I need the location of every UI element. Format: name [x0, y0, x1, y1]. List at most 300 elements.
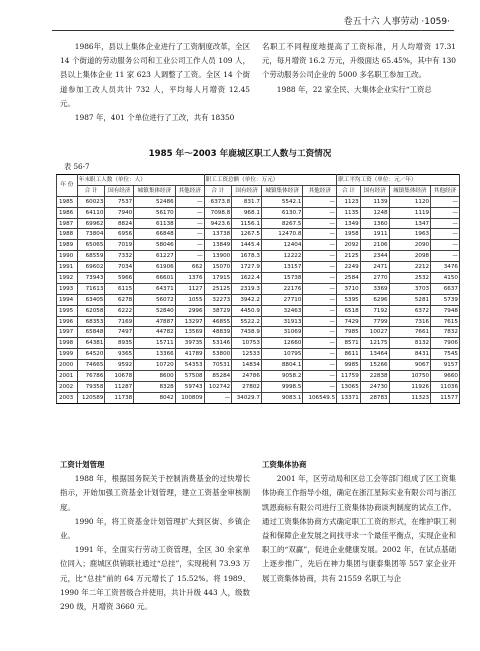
paragraph: 1988 年，22 家全民、大集体企业实行“工资总	[276, 84, 432, 94]
table-cell: 11287	[105, 381, 134, 392]
table-cell: 59743	[175, 381, 204, 392]
table-cell: 60023	[77, 196, 105, 207]
table-cell: 7948	[431, 305, 460, 316]
table-cell: 85284	[204, 371, 232, 382]
table-cell: 1347	[389, 218, 431, 229]
table-row	[57, 283, 460, 294]
table-cell: 6115	[105, 283, 134, 294]
col-header: 其他经济	[175, 185, 204, 196]
year-cell: 2002	[57, 381, 78, 392]
table-cell: 5395	[337, 294, 361, 305]
table-cell: 10750	[389, 371, 431, 382]
table-cell: 2125	[337, 251, 361, 262]
table-cell: 9067	[389, 360, 431, 371]
table-cell: 24786	[232, 371, 262, 382]
table-cell: 61138	[134, 218, 176, 229]
table-cell: —	[303, 316, 337, 327]
table-cell: 1349	[337, 218, 361, 229]
table-cell: 71613	[77, 283, 105, 294]
table-cell: 1958	[337, 229, 361, 240]
table-cell: 65065	[77, 240, 105, 251]
table-cell: 2106	[360, 240, 389, 251]
table-cell: 662	[175, 262, 204, 273]
section-heading: 工资计划管理	[60, 460, 105, 469]
table-row	[57, 316, 460, 327]
table-row	[57, 349, 460, 360]
table-cell: 47887	[134, 316, 176, 327]
table-row	[57, 381, 460, 392]
col-header: 城镇集体经济	[389, 185, 431, 196]
table-cell: 17915	[204, 273, 232, 284]
group-header-employees: 年末职工人数（单位：人）	[77, 175, 204, 186]
table-cell: —	[431, 218, 460, 229]
col-header: 其他经济	[303, 185, 337, 196]
table-cell: —	[175, 207, 204, 218]
table-cell: 1445.4	[232, 240, 262, 251]
group-header-avg-wage: 职工平均工资（单位：元／年）	[337, 175, 460, 186]
col-header: 合 计	[77, 185, 105, 196]
table-cell: 79358	[77, 381, 105, 392]
table-row	[57, 229, 460, 240]
table-cell: —	[431, 207, 460, 218]
table-cell: 10678	[105, 371, 134, 382]
table-cell: 1678.3	[232, 251, 262, 262]
table-row	[57, 273, 460, 284]
table-cell: 7332	[105, 251, 134, 262]
table-cell: 2249	[337, 262, 361, 273]
table-cell: 11738	[105, 392, 134, 403]
paragraph: 1988 年，根据国务院关于控制消费基金的过快增长指示，开始加强工资基金计划管理，建立工资基金审核制度。	[60, 474, 250, 512]
table-cell: —	[175, 251, 204, 262]
table-cell: —	[303, 294, 337, 305]
table-cell: 2584	[337, 273, 361, 284]
table-cell: 9592	[105, 360, 134, 371]
table-cell: 53146	[204, 338, 232, 349]
year-cell: 1995	[57, 305, 78, 316]
table-cell: 13371	[337, 392, 361, 403]
table-cell: 12470.8	[261, 229, 303, 240]
table-cell: 7940	[105, 207, 134, 218]
table-cell: 13157	[261, 262, 303, 273]
table-cell: 100809	[175, 392, 204, 403]
table-cell: 24730	[360, 381, 389, 392]
table-cell: 8328	[134, 381, 176, 392]
table-cell: 68559	[77, 251, 105, 262]
table-cell: —	[303, 371, 337, 382]
table-cell: 7438.9	[232, 327, 262, 338]
table-cell: 831.7	[232, 196, 262, 207]
table-cell: 6518	[337, 305, 361, 316]
table-cell: 7169	[105, 316, 134, 327]
table-row	[57, 392, 460, 403]
table-cell: 2996	[175, 305, 204, 316]
year-cell: 1999	[57, 349, 78, 360]
wage-table	[56, 174, 460, 404]
table-cell: 13065	[337, 381, 361, 392]
table-cell: 11759	[337, 371, 361, 382]
year-cell: 1988	[57, 229, 78, 240]
table-cell: 57508	[175, 371, 204, 382]
table-cell: 9660	[431, 371, 460, 382]
table-cell: 2319.3	[232, 283, 262, 294]
table-cell: —	[303, 229, 337, 240]
table-cell: 8611	[337, 349, 361, 360]
table-cell: —	[303, 240, 337, 251]
top-right-column	[262, 40, 456, 97]
table-cell: 12533	[232, 349, 262, 360]
table-row	[57, 196, 460, 207]
table-cell: 7098.8	[204, 207, 232, 218]
table-cell: 11926	[389, 381, 431, 392]
table-cell: —	[431, 240, 460, 251]
table-row	[57, 294, 460, 305]
table-title: 1985 年～2003 年鹿城区职工人数与工资情况	[148, 149, 332, 159]
table-cell: 27710	[261, 294, 303, 305]
table-cell: —	[303, 305, 337, 316]
year-cell: 2000	[57, 360, 78, 371]
table-cell: 3703	[389, 283, 431, 294]
table-cell: 12222	[261, 251, 303, 262]
bottom-right-column	[262, 458, 456, 586]
table-cell: 34029.7	[232, 392, 262, 403]
table-cell: 4150	[431, 273, 460, 284]
table-cell: 8935	[105, 338, 134, 349]
section-heading: 工资集体协商	[262, 460, 307, 469]
group-header-wage-total: 职工工资总额（单位：万元）	[204, 175, 337, 186]
table-cell: 13849	[204, 240, 232, 251]
year-cell: 1990	[57, 251, 78, 262]
table-cell: 70531	[204, 360, 232, 371]
table-cell: 15070	[204, 262, 232, 273]
table-cell: 1963	[389, 229, 431, 240]
table-cell: 8431	[389, 349, 431, 360]
table-cell: 1622.4	[232, 273, 262, 284]
year-cell: 1985	[57, 196, 78, 207]
table-cell: 9365	[105, 349, 134, 360]
table-cell: 73804	[77, 229, 105, 240]
table-cell: 66601	[134, 273, 176, 284]
year-cell: 1989	[57, 240, 78, 251]
table-cell: —	[303, 360, 337, 371]
table-cell: 63405	[77, 294, 105, 305]
table-cell: 1119	[389, 207, 431, 218]
year-cell: 1996	[57, 316, 78, 327]
table-cell: 9058.2	[261, 371, 303, 382]
table-row	[57, 327, 460, 338]
table-cell: 10027	[360, 327, 389, 338]
table-cell: 1376	[175, 273, 204, 284]
table-cell: 41789	[175, 349, 204, 360]
table-cell: 44782	[134, 327, 176, 338]
table-cell: 12660	[261, 338, 303, 349]
table-cell: 8571	[337, 338, 361, 349]
table-cell: 2212	[389, 262, 431, 273]
table-cell: 62058	[77, 305, 105, 316]
table-cell: 31913	[261, 316, 303, 327]
table-cell: 11577	[431, 392, 460, 403]
table-cell: 25125	[204, 283, 232, 294]
table-cell: 8804.1	[261, 360, 303, 371]
table-cell: 6956	[105, 229, 134, 240]
table-cell: 7832	[431, 327, 460, 338]
table-cell: 8824	[105, 218, 134, 229]
table-row	[57, 262, 460, 273]
year-cell: 1987	[57, 218, 78, 229]
col-header: 合 计	[204, 185, 232, 196]
table-cell: 52486	[134, 196, 176, 207]
table-cell: 64381	[77, 338, 105, 349]
table-cell: 968.1	[232, 207, 262, 218]
table-cell: 13569	[175, 327, 204, 338]
table-cell: —	[303, 327, 337, 338]
table-cell: 120589	[77, 392, 105, 403]
table-cell: 74665	[77, 360, 105, 371]
table-cell: 58046	[134, 240, 176, 251]
year-cell: 1986	[57, 207, 78, 218]
header-rule	[52, 30, 454, 31]
table-cell: 5281	[389, 294, 431, 305]
table-cell: 8042	[134, 392, 176, 403]
table-cell: 64520	[77, 349, 105, 360]
year-cell: 1992	[57, 273, 78, 284]
table-cell: 11036	[431, 381, 460, 392]
table-cell: 54353	[175, 360, 204, 371]
table-cell: 12175	[360, 338, 389, 349]
table-cell: 5966	[105, 273, 134, 284]
table-cell: 10795	[261, 349, 303, 360]
table-cell: —	[303, 207, 337, 218]
table-cell: 27802	[232, 381, 262, 392]
table-cell: —	[431, 251, 460, 262]
table-cell: 13366	[134, 349, 176, 360]
paragraph: 名职工不同程度地提高了工资标准，月人均增资 17.31 元，每月增资 16.2 万元，升级面达 65.45%，其中有 130 个劳动服务公司企业的 5000 多名职工参加工改。	[262, 42, 456, 80]
table-cell: 7545	[431, 349, 460, 360]
table-cell: 39735	[175, 338, 204, 349]
table-cell: —	[431, 229, 460, 240]
table-cell: 13464	[360, 349, 389, 360]
table-cell: 1055	[175, 294, 204, 305]
table-cell: 22838	[360, 371, 389, 382]
table-cell: 1248	[360, 207, 389, 218]
table-cell: 1123	[337, 196, 361, 207]
table-cell: —	[303, 251, 337, 262]
table-cell: 102742	[204, 381, 232, 392]
table-cell: —	[175, 240, 204, 251]
table-cell: 9083.1	[261, 392, 303, 403]
table-cell: 13738	[204, 229, 232, 240]
table-cell: 28783	[360, 392, 389, 403]
table-cell: 5522.2	[232, 316, 262, 327]
table-cell: —	[175, 229, 204, 240]
table-row	[57, 371, 460, 382]
table-cell: 1135	[337, 207, 361, 218]
table-cell: 7429	[337, 316, 361, 327]
table-cell: 48839	[204, 327, 232, 338]
table-cell: 61906	[134, 262, 176, 273]
table-cell: 1139	[360, 196, 389, 207]
year-cell: 1993	[57, 283, 78, 294]
table-cell: 106549.5	[303, 392, 337, 403]
table-cell: 5739	[431, 294, 460, 305]
paragraph: 1991 年，全面实行劳动工资管理，全区 30 余家单位同入；鹿城区供销联社通过“总挂”，实现税利 73.93 万元，比“总挂”前的 64 万元增长了 15.52%。将 1989、1990 年二年工资晋级合并使用，共计升级 443 人，级数 290 级，月增资 3660 元。	[60, 545, 250, 612]
table-cell: 2098	[389, 251, 431, 262]
table-row	[57, 251, 460, 262]
table-cell: 15738	[261, 273, 303, 284]
table-cell: 4450.9	[232, 305, 262, 316]
table-cell: —	[303, 218, 337, 229]
table-cell: 8600	[134, 371, 176, 382]
table-cell: 8267.5	[261, 218, 303, 229]
table-cell: 12404	[261, 240, 303, 251]
table-cell: 2090	[389, 240, 431, 251]
table-cell: 6373.8	[204, 196, 232, 207]
table-cell: 38729	[204, 305, 232, 316]
table-cell: 53800	[204, 349, 232, 360]
col-header: 国有经济	[105, 185, 134, 196]
table-cell: 1127	[175, 283, 204, 294]
table-cell: 2092	[337, 240, 361, 251]
table-cell: 7192	[360, 305, 389, 316]
table-cell: 13900	[204, 251, 232, 262]
table-cell: 9157	[431, 360, 460, 371]
table-cell: 52840	[134, 305, 176, 316]
col-header: 合 计	[337, 185, 361, 196]
table-cell: 56170	[134, 207, 176, 218]
table-cell: 3476	[431, 262, 460, 273]
table-cell: —	[303, 196, 337, 207]
table-cell: 9985	[337, 360, 361, 371]
table-cell: 7034	[105, 262, 134, 273]
table-cell: 7661	[389, 327, 431, 338]
table-cell: —	[303, 338, 337, 349]
table-row	[57, 218, 460, 229]
table-cell: 64371	[134, 283, 176, 294]
col-header: 国有经济	[232, 185, 262, 196]
table-cell: 7615	[431, 316, 460, 327]
table-cell: 7799	[360, 316, 389, 327]
table-cell: 2532	[389, 273, 431, 284]
table-cell: 6278	[105, 294, 134, 305]
table-cell: —	[303, 283, 337, 294]
table-cell: 7985	[337, 327, 361, 338]
table-cell: 65848	[77, 327, 105, 338]
table-cell: 3710	[337, 283, 361, 294]
table-cell: 22176	[261, 283, 303, 294]
table-cell: —	[303, 273, 337, 284]
table-cell: 6130.7	[261, 207, 303, 218]
table-cell: 68353	[77, 316, 105, 327]
paragraph: 2001 年，区劳动局和区总工会等部门组成了区工资集体协商工作指导小组，确定在浙江星际实业有限公司与浙江凯恩商标有限公司进行工资集体协商谈判制度的试点工作。通过工资集体协商方式确定职工工资的形式，在维护职工利益和保障企业发展之间找寻求一个最佳平衡点，实现企业和职工的“双赢”，促进企业健康发展。2002 年，在试点基础上逐步推广，先后在神力集团与康泰集团等 557 家企业开展工资集体协商，共有 21559 名职工与企	[262, 474, 456, 583]
table-cell: 10720	[134, 360, 176, 371]
table-cell: 6372	[389, 305, 431, 316]
col-header: 其他经济	[431, 185, 460, 196]
year-header: 年 份	[57, 175, 78, 197]
table-cell: —	[303, 381, 337, 392]
table-cell: 73943	[77, 273, 105, 284]
table-cell: 5542.1	[261, 196, 303, 207]
table-cell: 64110	[77, 207, 105, 218]
table-cell: 76786	[77, 371, 105, 382]
table-cell: 7497	[105, 327, 134, 338]
table-number: 表 56-7	[64, 162, 90, 171]
table-cell: 14834	[232, 360, 262, 371]
col-header: 城镇集体经济	[261, 185, 303, 196]
table-cell: 1727.9	[232, 262, 262, 273]
table-cell: 69962	[77, 218, 105, 229]
year-cell: 1991	[57, 262, 78, 273]
table-cell: 61227	[134, 251, 176, 262]
running-header: 卷五十六 人事劳动 ·1059·	[343, 17, 450, 27]
table-cell: 13297	[175, 316, 204, 327]
paragraph: 1990 年，将工资基金计划管理扩大到区街、乡镇企业。	[60, 516, 250, 541]
table-cell: 31069	[261, 327, 303, 338]
table-cell: 32463	[261, 305, 303, 316]
table-cell: —	[175, 218, 204, 229]
table-cell: —	[175, 196, 204, 207]
table-cell: —	[204, 392, 232, 403]
table-cell: —	[431, 196, 460, 207]
table-body	[57, 196, 460, 403]
year-cell: 1998	[57, 338, 78, 349]
table-cell: 6637	[431, 283, 460, 294]
col-header: 城镇集体经济	[134, 185, 176, 196]
year-cell: 1994	[57, 294, 78, 305]
table-cell: 2344	[360, 251, 389, 262]
table-cell: 9423.6	[204, 218, 232, 229]
year-cell: 2003	[57, 392, 78, 403]
table-cell: —	[303, 349, 337, 360]
bottom-left-column	[60, 458, 250, 614]
table-cell: 1156.1	[232, 218, 262, 229]
table-cell: 1120	[389, 196, 431, 207]
table-cell: 69602	[77, 262, 105, 273]
table-row	[57, 360, 460, 371]
table-row	[57, 338, 460, 349]
table-cell: 15266	[360, 360, 389, 371]
table-cell: 7906	[431, 338, 460, 349]
table-row	[57, 240, 460, 251]
table-cell: 3942.2	[232, 294, 262, 305]
table-cell: 1911	[360, 229, 389, 240]
table-cell: 11323	[389, 392, 431, 403]
table-cell: 3369	[360, 283, 389, 294]
table-cell: —	[303, 262, 337, 273]
table-cell: 1267.5	[232, 229, 262, 240]
table-cell: 6222	[105, 305, 134, 316]
top-left-column	[60, 40, 250, 125]
year-cell: 1997	[57, 327, 78, 338]
table-cell: 7537	[105, 196, 134, 207]
col-header: 国有经济	[360, 185, 389, 196]
table-cell: 10753	[232, 338, 262, 349]
table-cell: 32273	[204, 294, 232, 305]
table-cell: 2471	[360, 262, 389, 273]
table-row	[57, 305, 460, 316]
table-cell: 8132	[389, 338, 431, 349]
table-cell: 2770	[360, 273, 389, 284]
table-cell: 6296	[360, 294, 389, 305]
table-cell: 7019	[105, 240, 134, 251]
table-row	[57, 207, 460, 218]
table-cell: 15711	[134, 338, 176, 349]
paragraph: 1987 年，401 个单位进行了工改，共有 18350	[74, 113, 235, 123]
table-cell: 66848	[134, 229, 176, 240]
table-cell: 1360	[360, 218, 389, 229]
table-cell: 56072	[134, 294, 176, 305]
paragraph: 1986年，县以上集体企业进行了工资制度改革，全区 14 个街道的劳动服务公司和工业公司工作人员 109 人，县以上集体企业 11 家 623 人调整了工资。全区 14 个街道参加工改人员共计 732 人，平均每人月增资 12.45 元。	[60, 42, 250, 108]
table-cell: 7316	[389, 316, 431, 327]
table-cell: 46855	[204, 316, 232, 327]
